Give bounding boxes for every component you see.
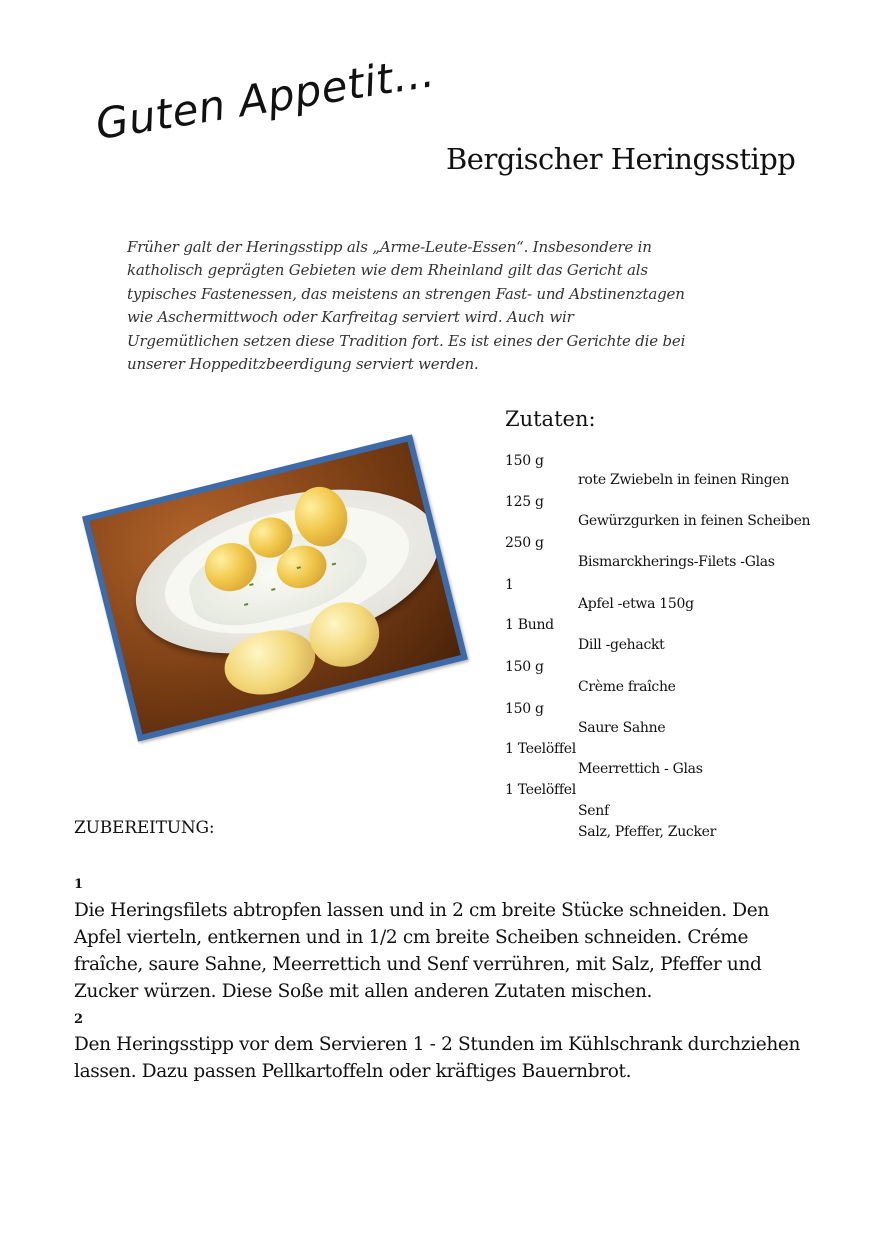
ingredient-name: Salz, Pfeffer, Zucker [578,824,717,840]
ingredient-amount: 1 Teelöffel [505,782,576,798]
ingredient-name: Crème fraîche [578,679,676,695]
step-text: Den Heringsstipp vor dem Servieren 1 - 2 Stunden im Kühlschrank durchziehen lassen. Dazu passen Pellkartoffeln oder kräftiges Bauernbrot. [74,1034,801,1082]
dish-photo [82,434,468,741]
ingredient-name: Saure Sahne [578,720,666,736]
ingredient-name: Apfel -etwa 150g [578,596,694,612]
ingredient-amount: 125 g [505,494,544,510]
ingredient-name: rote Zwiebeln in feinen Ringen [578,472,790,488]
preparation-heading: ZUBEREITUNG: [74,818,215,838]
ingredient-name: Dill -gehackt [578,637,665,653]
ingredient-name: Meerrettich - Glas [578,761,703,777]
recipe-title: Bergischer Heringsstipp [446,142,796,176]
ingredient-amount: 150 g [505,701,544,717]
greeting-title: Guten Appetit... [92,47,438,149]
step-text: Die Heringsfilets abtropfen lassen und in 2 cm breite Stücke schneiden. Den Apfel vierteln, entkernen und in 1/2 cm breite Scheiben schneiden. Créme fraîche, saure Sahne, Meerrettich und Senf verrühren, mit Salz, Pfeffer und Zucker würzen. Diese Soße mit allen anderen Zutaten mischen. [74,900,769,1002]
step-number: 1 [74,877,84,892]
ingredient-name: Bismarckherings-Filets -Glas [578,554,775,570]
dish-photo-image [89,442,460,735]
ingredient-amount: 1 Bund [505,617,554,633]
step-number: 2 [74,1012,84,1027]
ingredient-amount: 1 [505,577,514,593]
ingredient-amount: 150 g [505,659,544,675]
intro-paragraph: Früher galt der Heringsstipp als „Arme-Leute-Essen“. Insbesondere in katholisch geprägten Gebieten wie dem Rheinland gilt das Gericht als typisches Fastenessen, das meistens an strengen Fast- und Abstinenztagen wie Aschermittwoch oder Karfreitag serviert wird. Auch wir Urgemütlichen setzen diese Tradition fort. Es ist eines der Gerichte die bei unserer Hoppeditzbeerdigung serviert werden. [127,238,686,374]
ingredients-heading: Zutaten: [505,407,596,431]
ingredient-amount: 1 Teelöffel [505,741,576,757]
ingredient-name: Gewürzgurken in feinen Scheiben [578,513,811,529]
ingredient-amount: 250 g [505,535,544,551]
ingredient-name: Senf [578,803,609,819]
ingredient-amount: 150 g [505,453,544,469]
